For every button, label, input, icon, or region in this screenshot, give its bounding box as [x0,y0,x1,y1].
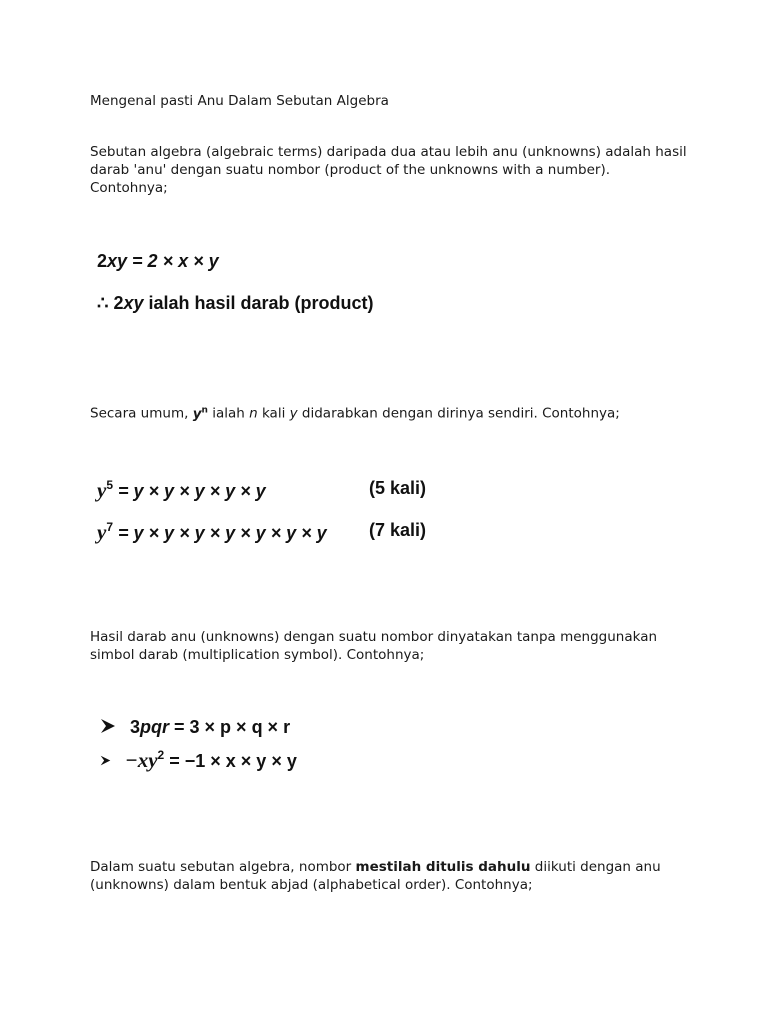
paragraph-no-symbol: Hasil darab anu (unknowns) dengan suatu nombor dinyatakan tanpa menggunakan simbol darab (multiplication symbol). Contohnya; [90,629,658,663]
para2-y: y [289,405,298,422]
eq6-exponent: 2 [157,748,165,762]
eq3-base: y [97,478,107,502]
para2-text-2: ialah [207,405,250,422]
eq3-rhs: = y × y × y × y × y [113,481,266,501]
eq4-rhs: = y × y × y × y × y × y × y [113,523,327,543]
equation-therefore-product [97,293,374,314]
equation-2xy [97,251,219,272]
eq3-note: (5 kali) [369,478,427,498]
para4-bold: mestilah ditulis dahulu [355,859,531,875]
eq4-exponent: 7 [106,520,114,534]
arrowhead-bullet-icon [100,755,111,766]
paragraph-intro: Sebutan algebra (algebraic terms) daripada dua atau lebih anu (unknowns) adalah hasil darab 'anu' dengan suatu nombor (product of the unknowns with a number). Contohnya; [90,144,687,196]
equation-3pqr [100,717,290,738]
eq4-base: y [97,520,107,544]
eq1-coefficient: 2 [97,251,108,271]
eq2-coefficient: 2 [113,293,124,313]
paragraph-order [90,858,690,894]
therefore-symbol: ∴ [97,293,114,313]
para2-text-3: kali [257,405,290,422]
para2-yn-exponent: n [201,405,208,415]
eq3-exponent: 5 [106,478,114,492]
eq5-coefficient: 3 [130,717,141,737]
page-title: Mengenal pasti Anu Dalam Sebutan Algebra [90,93,389,109]
paragraph-power [90,401,690,423]
eq4-note: (7 kali) [369,520,427,540]
equation-y7 [97,520,327,545]
eq2-variables: xy [123,293,144,313]
eq6-rhs: = −1 × x × y × y [164,751,297,771]
para2-text-1: Secara umum, [90,405,193,422]
para2-n: n [249,405,258,422]
eq5-rhs: = 3 × p × q × r [169,717,291,737]
arrowhead-bullet-icon [100,718,116,734]
equation-neg-xy2 [100,748,297,773]
equation-y5 [97,478,266,503]
eq1-rhs: = 2 × x × y [127,251,219,271]
eq2-text: ialah hasil darab (product) [143,293,374,313]
para2-text-4: didarabkan dengan dirinya sendiri. Contohnya; [297,405,620,422]
para2-yn-base: y [192,405,202,422]
para4-text-1: Dalam suatu sebutan algebra, nombor [90,859,356,875]
para4-text-2: diikuti dengan anu (unknowns) dalam bentuk abjad (alphabetical order). Contohnya; [90,859,661,893]
eq1-variables: xy [107,251,128,271]
eq6-lhs: −xy [125,748,158,772]
eq5-variables: pqr [140,717,170,737]
